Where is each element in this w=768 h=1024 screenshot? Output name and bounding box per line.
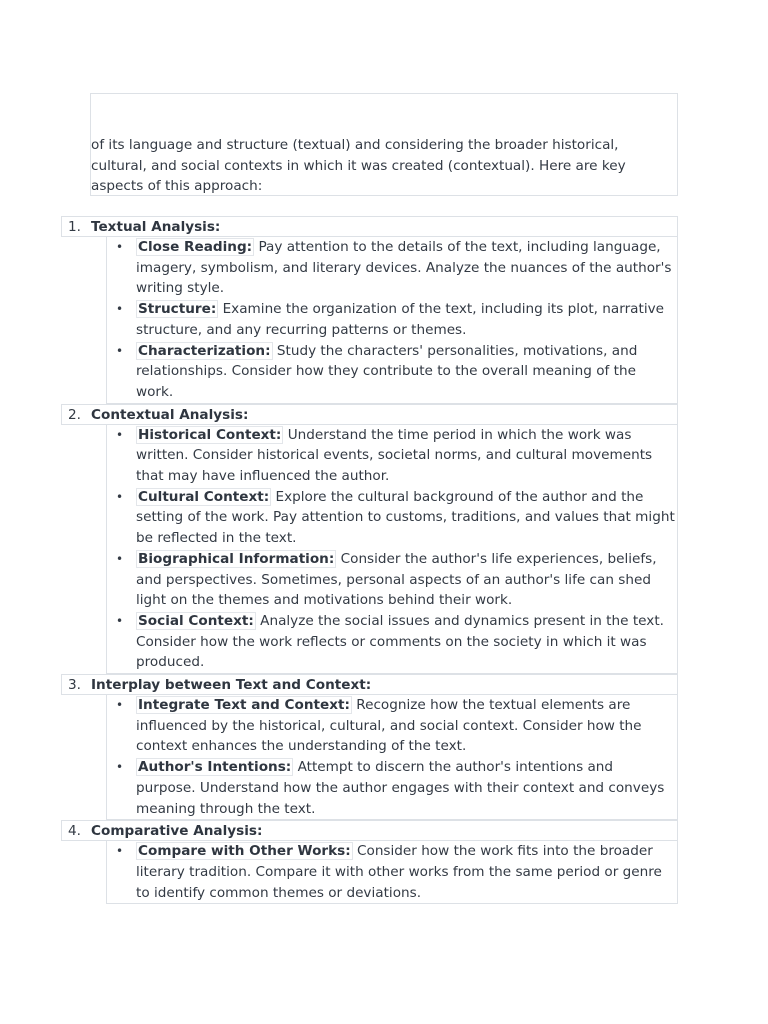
- item-term: Compare with Other Works:: [138, 843, 351, 860]
- section-title: Interplay between Text and Context:: [91, 677, 372, 694]
- item-text: Consider how the work fits into the broader literary tradition. Compare it with other works from the same period or genre to identify common themes or deviations.: [136, 843, 662, 901]
- item-text: Consider the author's life experiences, beliefs, and perspectives. Sometimes, personal aspects of an author's life can shed light on the themes and motivations behind their work.: [136, 550, 657, 609]
- sub-list: [106, 237, 678, 404]
- item-term: Cultural Context:: [138, 488, 270, 505]
- item-term: Social Context:: [138, 612, 254, 629]
- item-term: Author's Intentions:: [138, 759, 292, 776]
- bullet-icon: •: [116, 760, 124, 775]
- bullet-icon: •: [116, 302, 124, 317]
- bullet-icon: •: [116, 844, 124, 859]
- list-item: [107, 757, 677, 819]
- bullet-icon: •: [116, 489, 124, 504]
- item-text: Analyze the social issues and dynamics present in the text. Consider how the work reflects or comments on the society in which it was produced.: [136, 612, 664, 671]
- item-text: Pay attention to the details of the text, including language, imagery, symbolism, and literary devices. Analyze the nuances of the author's writing style.: [136, 239, 672, 297]
- item-text: Attempt to discern the author's intentions and purpose. Understand how the author engages with their context and conveys meaning through the text.: [136, 759, 665, 817]
- section-comparative-analysis: [0, 820, 768, 904]
- bullet-icon: •: [116, 698, 124, 713]
- item-term: Structure:: [138, 301, 217, 318]
- section-heading: [61, 820, 678, 841]
- list-item: [107, 299, 677, 340]
- section-heading: [61, 404, 678, 425]
- list-item: [107, 695, 677, 757]
- section-textual-analysis: [0, 216, 768, 404]
- bullet-icon: •: [116, 343, 124, 358]
- intro-box: [90, 93, 678, 196]
- bullet-icon: •: [116, 613, 124, 628]
- section-number: 4.: [68, 823, 81, 840]
- section-title: Comparative Analysis:: [91, 823, 263, 840]
- item-term: Historical Context:: [138, 426, 282, 443]
- section-title: Textual Analysis:: [91, 219, 221, 235]
- item-text: Understand the time period in which the work was written. Consider historical events, societal norms, and cultural movements that may have influenced the author.: [136, 426, 653, 485]
- list-item: [107, 237, 677, 299]
- section-number: 1.: [68, 219, 81, 235]
- section-number: 3.: [68, 677, 81, 694]
- intro-paragraph: of its language and structure (textual) and considering the broader historical, cultural, and social contexts in which it was created (contextual). Here are key aspects of this approach:: [91, 137, 626, 195]
- list-item: [107, 549, 677, 611]
- item-term: Biographical Information:: [138, 550, 335, 567]
- section-contextual-analysis: [0, 404, 768, 674]
- bullet-icon: •: [116, 551, 124, 566]
- item-text: Explore the cultural background of the author and the setting of the work. Pay attention to customs, traditions, and values that might be reflected in the text.: [136, 488, 675, 547]
- bullet-icon: •: [116, 427, 124, 442]
- item-text: Study the characters' personalities, motivations, and relationships. Consider how they contribute to the overall meaning of the work.: [136, 342, 638, 400]
- sub-list: [106, 425, 678, 674]
- section-title: Contextual Analysis:: [91, 406, 249, 423]
- list-item: [107, 841, 677, 903]
- section-number: 2.: [68, 406, 81, 423]
- sub-list: [106, 841, 678, 904]
- item-term: Characterization:: [138, 342, 271, 359]
- section-interplay: [0, 674, 768, 820]
- list-item: [107, 487, 677, 549]
- list-item: [107, 425, 677, 487]
- item-text: Recognize how the textual elements are influenced by the historical, cultural, and social context. Consider how the context enhances the understanding of the text.: [136, 697, 642, 755]
- section-heading: [61, 674, 678, 695]
- list-item: [107, 341, 677, 403]
- bullet-icon: •: [116, 240, 124, 254]
- item-term: Close Reading:: [138, 239, 253, 255]
- list-item: [107, 611, 677, 673]
- item-term: Integrate Text and Context:: [138, 697, 350, 714]
- key-aspects-list: [0, 216, 768, 904]
- item-text: Examine the organization of the text, including its plot, narrative structure, and any recurring patterns or themes.: [136, 301, 665, 338]
- sub-list: [106, 695, 678, 820]
- section-heading: [61, 216, 678, 237]
